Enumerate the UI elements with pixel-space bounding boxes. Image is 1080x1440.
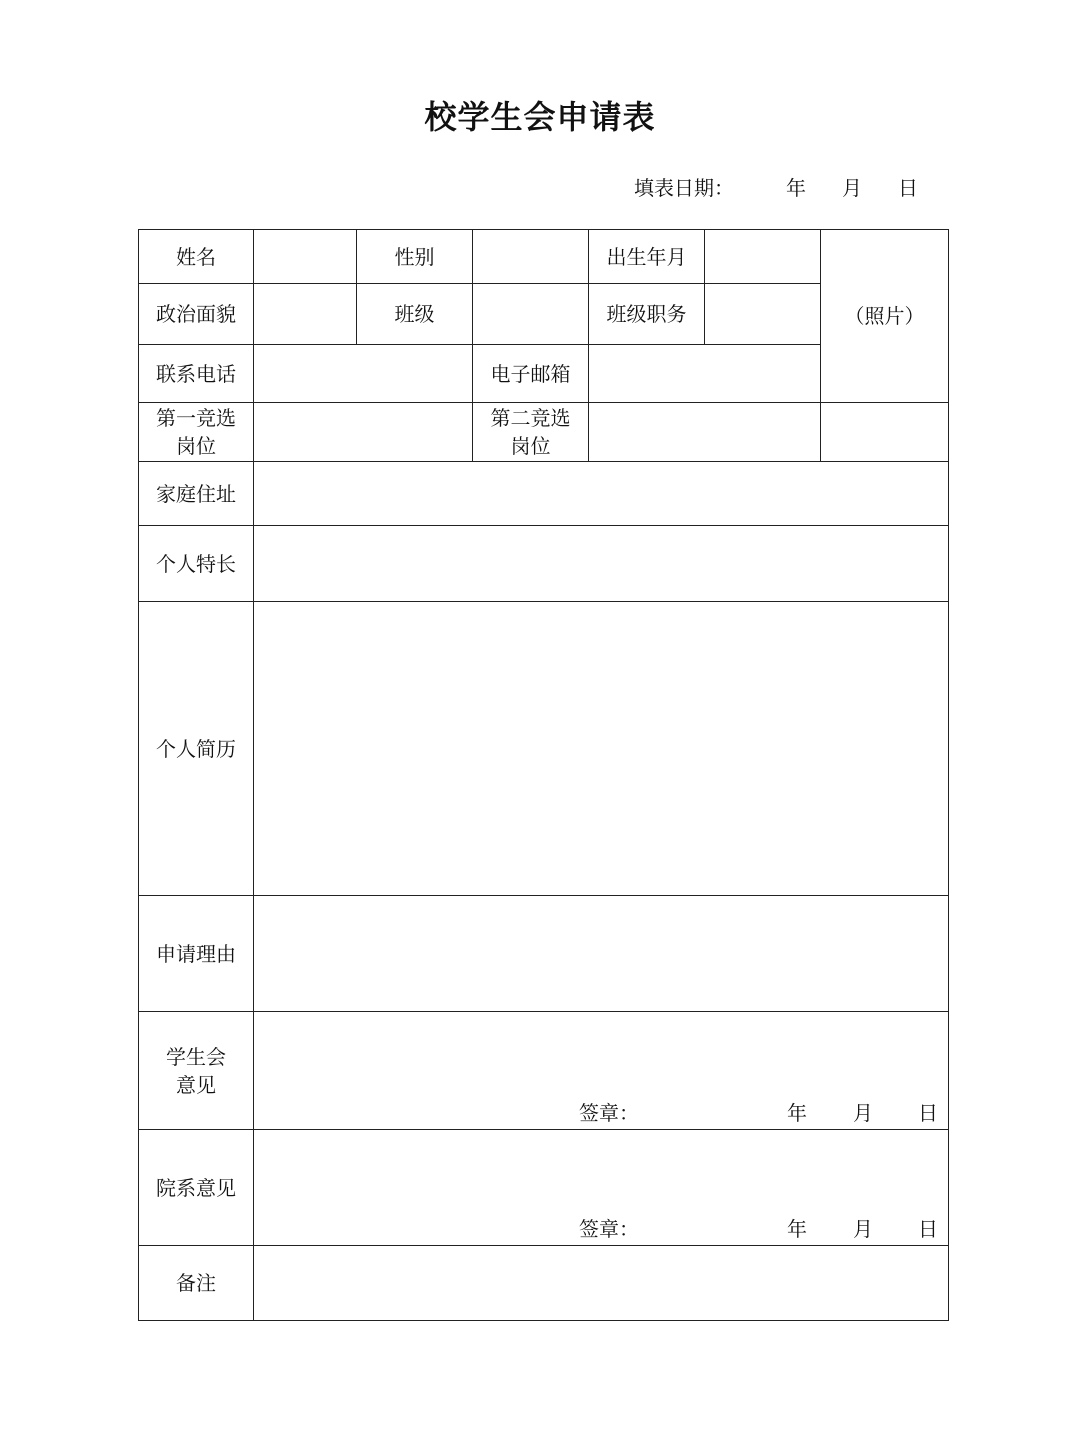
gender-label: 性别 [357,230,473,284]
first-choice-label-line1: 第一竞选 [156,406,236,430]
second-choice-label-line1: 第二竞选 [490,406,571,430]
birth-label: 出生年月 [589,230,705,284]
dept-signature-day: 日 [918,1217,938,1241]
class-field[interactable] [473,284,589,345]
phone-field[interactable] [254,345,473,403]
union-signature-day: 日 [918,1101,938,1125]
phone-label: 联系电话 [139,345,254,403]
form-title: 校学生会申请表 [424,98,656,136]
first-choice-label [139,403,254,462]
dept-opinion-field[interactable] [254,1130,949,1246]
email-field[interactable] [589,345,821,403]
first-choice-field[interactable] [254,403,473,462]
address-label: 家庭住址 [139,462,254,526]
class-label: 班级 [357,284,473,345]
remarks-label: 备注 [139,1246,254,1321]
specialty-field[interactable] [254,526,949,602]
political-label: 政治面貌 [139,284,254,345]
union-signature-label: 签章： [579,1101,639,1125]
fill-date-day: 日 [898,176,918,200]
reason-label: 申请理由 [139,896,254,1012]
fill-date-year: 年 [786,176,806,200]
email-label: 电子邮箱 [473,345,589,403]
dept-opinion-label: 院系意见 [139,1130,254,1246]
birth-field[interactable] [705,230,821,284]
name-field[interactable] [254,230,357,284]
class-role-field[interactable] [705,284,821,345]
application-table [138,229,949,1321]
dept-signature-year: 年 [787,1217,807,1241]
resume-label: 个人简历 [139,602,254,896]
specialty-label: 个人特长 [139,526,254,602]
union-signature-year: 年 [787,1101,807,1125]
photo-box[interactable]: （照片） [821,230,949,403]
fill-date-label: 填表日期： [634,176,734,200]
second-choice-field[interactable] [589,403,821,462]
union-opinion-label-line2: 意见 [176,1072,216,1097]
dept-signature-label: 签章： [579,1217,639,1241]
first-choice-label-line2: 岗位 [176,434,216,458]
union-signature-line [254,1099,948,1127]
class-role-label: 班级职务 [589,284,705,345]
political-field[interactable] [254,284,357,345]
resume-field[interactable] [254,602,949,896]
dept-signature-month: 月 [853,1217,873,1241]
extra-field[interactable] [821,403,949,462]
name-label: 姓名 [139,230,254,284]
gender-field[interactable] [473,230,589,284]
remarks-field[interactable] [254,1246,949,1321]
second-choice-label [473,403,589,462]
second-choice-label-line2: 岗位 [510,434,551,458]
union-opinion-label-line1: 学生会 [166,1044,226,1069]
address-field[interactable] [254,462,949,526]
union-signature-month: 月 [853,1101,873,1125]
fill-date-line [634,172,918,201]
union-opinion-label [139,1012,254,1130]
dept-signature-line [254,1215,948,1243]
fill-date-month: 月 [842,176,862,200]
union-opinion-field[interactable] [254,1012,949,1130]
reason-field[interactable] [254,896,949,1012]
